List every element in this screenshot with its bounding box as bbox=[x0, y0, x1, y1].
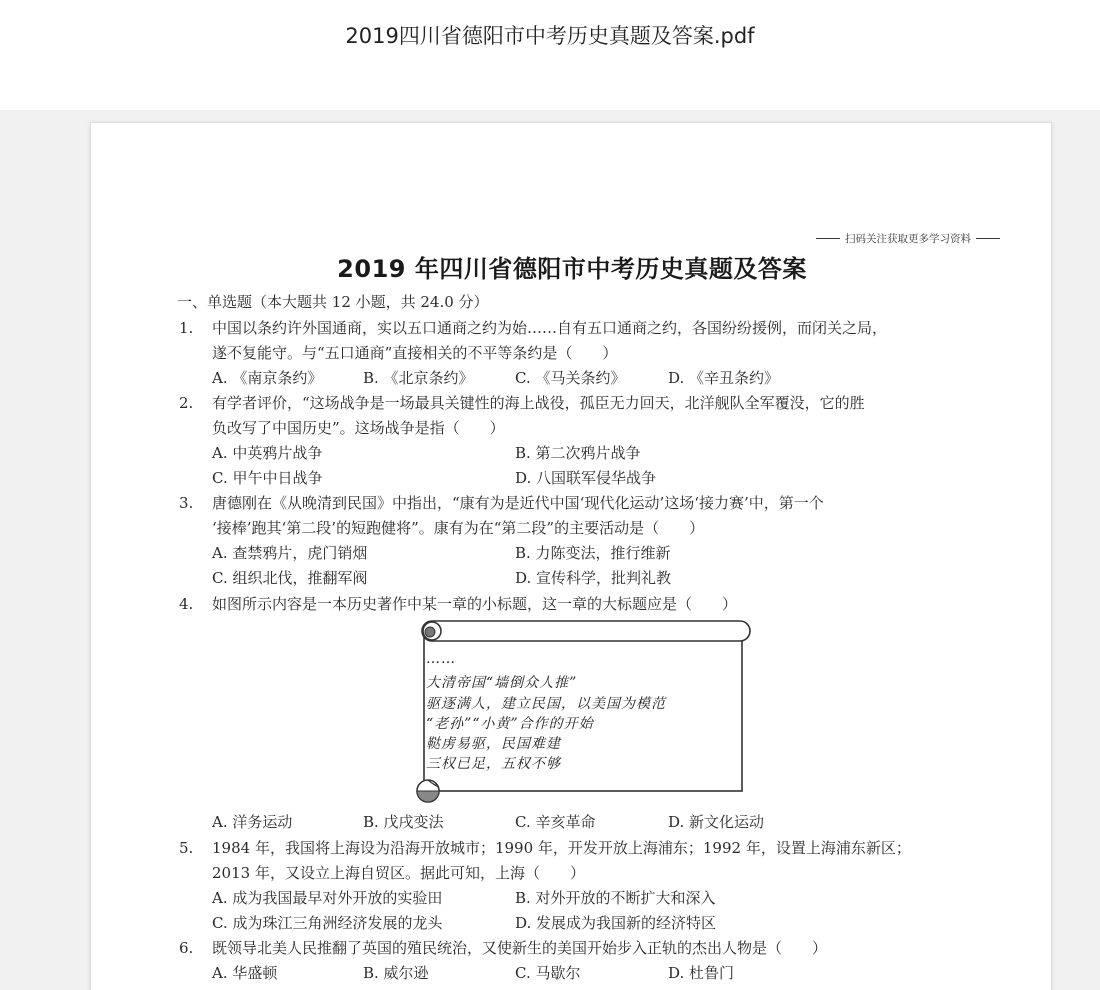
scroll-line-1: …… bbox=[426, 651, 456, 667]
file-title: 2019四川省德阳市中考历史真题及答案.pdf bbox=[345, 24, 755, 48]
q1-option-d: D. 《辛丑条约》 bbox=[668, 369, 780, 387]
watermark-dash-right bbox=[976, 238, 1000, 239]
q2-option-d: D. 八国联军侵华战争 bbox=[515, 469, 657, 487]
question-3 bbox=[179, 492, 824, 513]
q6-option-b: B. 威尔逊 bbox=[363, 964, 429, 982]
viewer-body[interactable] bbox=[0, 110, 1100, 990]
q3-option-c: C. 组织北伐，推翻军阀 bbox=[212, 569, 368, 587]
scroll-line-2: 大清帝国“墙倒众人推” bbox=[426, 675, 578, 691]
q2-option-b: B. 第二次鸦片战争 bbox=[515, 444, 641, 462]
question-text: 既领导北美人民推翻了英国的殖民统治，又使新生的美国开始步入正轨的杰出人物是（ ） bbox=[212, 939, 828, 957]
question-number: 4. bbox=[179, 595, 194, 613]
q6-option-d: D. 杜鲁门 bbox=[668, 964, 735, 982]
question-5 bbox=[179, 837, 911, 858]
question-number: 5. bbox=[179, 839, 194, 857]
scroll-line-5: 鞑虏易驱，民国难建 bbox=[426, 736, 561, 752]
document-page bbox=[90, 122, 1052, 990]
q2-option-a: A. 中英鸦片战争 bbox=[212, 444, 323, 462]
question-6 bbox=[179, 937, 827, 958]
question-2-cont: 负改写了中国历史”。这场战争是指（ ） bbox=[212, 419, 505, 437]
q1-option-b: B. 《北京条约》 bbox=[363, 369, 474, 387]
question-number: 3. bbox=[179, 494, 194, 512]
question-2 bbox=[179, 392, 865, 413]
question-text: 1984 年，我国将上海设为沿海开放城市；1990 年，开发开放上海浦东；1992 年，设置上海浦东新区； bbox=[212, 839, 911, 857]
q6-option-c: C. 马歇尔 bbox=[515, 964, 581, 982]
q1-option-c: C. 《马关条约》 bbox=[515, 369, 626, 387]
question-number: 2. bbox=[179, 394, 194, 412]
q5-option-a: A. 成为我国最早对外开放的实验田 bbox=[212, 889, 443, 907]
question-text: 有学者评价，“这场战争是一场最具关键性的海上战役，孤臣无力回天，北洋舰队全军覆没，它的胜 bbox=[212, 394, 865, 412]
scroll-line-3: 驱逐满人，建立民国，以美国为模范 bbox=[426, 696, 666, 712]
question-5-cont: 2013 年，又设立上海自贸区。据此可知，上海（ ） bbox=[212, 864, 585, 882]
q5-option-c: C. 成为珠江三角洲经济发展的龙头 bbox=[212, 914, 443, 932]
question-3-cont: ‘接棒’跑其‘第二段’的短跑健将”。康有为在“第二段”的主要活动是（ ） bbox=[212, 519, 705, 537]
question-1-cont: 遂不复能守。与“五口通商”直接相关的不平等条约是（ ） bbox=[212, 344, 618, 362]
viewer-header bbox=[0, 0, 1100, 110]
q3-option-a: A. 查禁鸦片，虎门销烟 bbox=[212, 544, 368, 562]
q4-option-c: C. 辛亥革命 bbox=[515, 813, 596, 831]
question-number: 6. bbox=[179, 939, 194, 957]
q6-option-a: A. 华盛顿 bbox=[212, 964, 278, 982]
watermark bbox=[811, 231, 1005, 246]
document-title: 2019 年四川省德阳市中考历史真题及答案 bbox=[337, 255, 807, 283]
scroll-line-4: “老孙”“小黄”合作的开始 bbox=[426, 716, 594, 732]
q4-option-b: B. 戊戌变法 bbox=[363, 813, 444, 831]
q3-option-b: B. 力陈变法，推行维新 bbox=[515, 544, 671, 562]
q5-option-d: D. 发展成为我国新的经济特区 bbox=[515, 914, 717, 932]
question-4 bbox=[179, 593, 737, 614]
question-1 bbox=[179, 317, 887, 338]
section-heading: 一、单选题（本大题共 12 小题，共 24.0 分） bbox=[177, 293, 489, 311]
scroll-line-6: 三权已足，五权不够 bbox=[426, 756, 561, 772]
question-text: 如图所示内容是一本历史著作中某一章的小标题，这一章的大标题应是（ ） bbox=[212, 595, 738, 613]
q4-option-d: D. 新文化运动 bbox=[668, 813, 765, 831]
question-number: 1. bbox=[179, 319, 194, 337]
q5-option-b: B. 对外开放的不断扩大和深入 bbox=[515, 889, 716, 907]
q4-option-a: A. 洋务运动 bbox=[212, 813, 293, 831]
watermark-dash-left bbox=[816, 238, 840, 239]
question-text: 唐德刚在《从晚清到民国》中指出，“康有为是近代中国‘现代化运动’这场‘接力赛’中，第一个 bbox=[212, 494, 824, 512]
question-text: 中国以条约许外国通商，实以五口通商之约为始……自有五口通商之约，各国纷纷援例，而闭关之局， bbox=[212, 319, 888, 337]
q3-option-d: D. 宣传科学，批判礼教 bbox=[515, 569, 672, 587]
q2-option-c: C. 甲午中日战争 bbox=[212, 469, 323, 487]
q1-option-a: A. 《南京条约》 bbox=[212, 369, 323, 387]
watermark-text: 扫码关注获取更多学习资料 bbox=[845, 233, 971, 245]
